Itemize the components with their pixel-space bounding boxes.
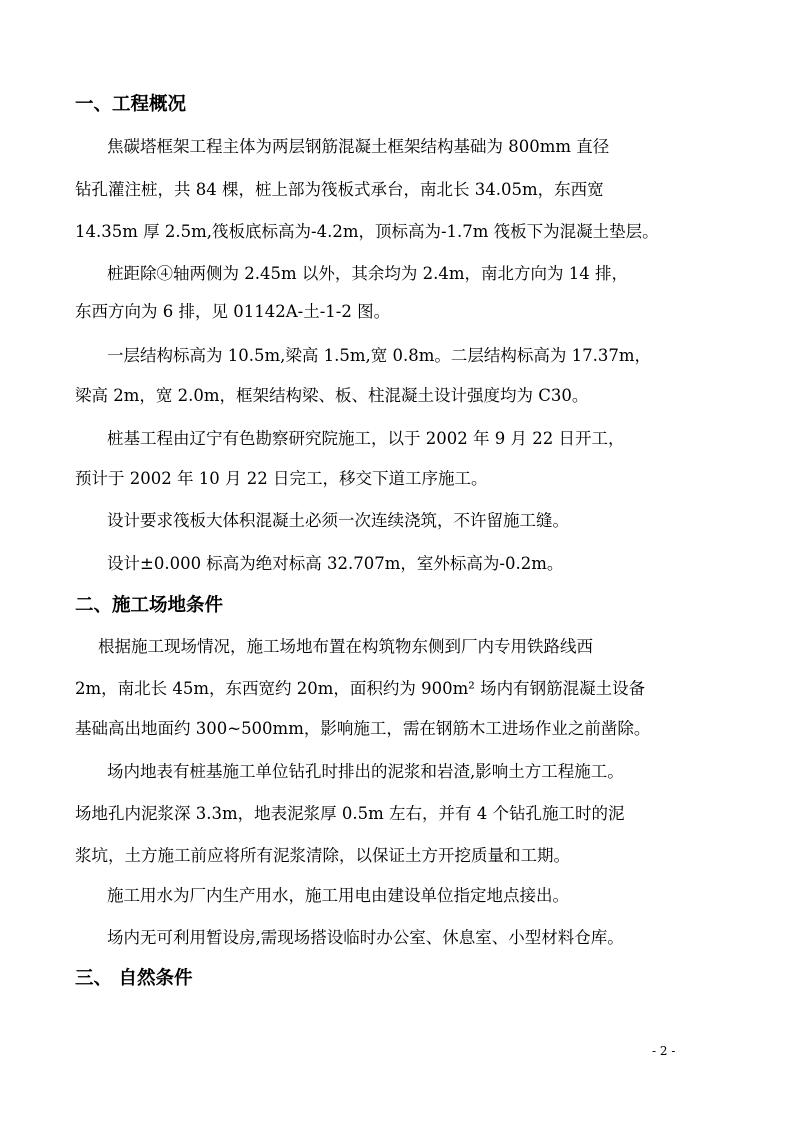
section-1-line-5: 东西方向为 6 排，见 01142A-土-1-2 图。 (75, 302, 391, 321)
section-1-line-2: 钻孔灌注桩，共 84 棵，桩上部为筏板式承台，南北长 34.05m，东西宽 (75, 180, 604, 199)
section-2-line-3: 基础高出地面约 300~500mm，影响施工，需在钢筋木工进场作业之前凿除。 (75, 719, 651, 738)
section-1-line-7: 梁高 2m，宽 2.0m，框架结构梁、板、柱混凝土设计强度均为 C30。 (75, 386, 589, 405)
section-1-line-9: 预计于 2002 年 10 月 22 日完工，移交下道工序施工。 (75, 469, 488, 488)
section-2-line-6: 浆坑，土方施工前应将所有泥浆清除，以保证土方开挖质量和工期。 (75, 846, 570, 865)
section-2-line-1: 根据施工现场情况，施工场地布置在构筑物东侧到厂内专用铁路线西 (98, 637, 593, 656)
page-number: - 2 - (652, 1044, 676, 1058)
section-1-line-6: 一层结构标高为 10.5m,梁高 1.5m,宽 0.8m。二层结构标高为 17.37m， (107, 346, 652, 365)
section-1-heading: 一、工程概况 (75, 94, 187, 115)
section-2-heading: 二、施工场地条件 (75, 595, 224, 616)
section-2-line-2: 2m，南北长 45m，东西宽约 20m，面积约为 900m² 场内有钢筋混凝土设备 (75, 679, 646, 698)
section-2-line-8: 场内无可利用暂设房,需现场搭设临时办公室、休息室、小型材料仓库。 (107, 928, 624, 947)
section-2-line-4: 场内地表有桩基施工单位钻孔时排出的泥浆和岩渣,影响土方工程施工。 (107, 762, 624, 781)
section-2-line-7: 施工用水为厂内生产用水，施工用电由建设单位指定地点接出。 (107, 886, 569, 905)
section-1-line-8: 桩基工程由辽宁有色勘察研究院施工，以于 2002 年 9 月 22 日开工， (107, 429, 625, 448)
section-3-heading: 三、 自然条件 (75, 968, 193, 989)
section-1-line-4: 桩距除④轴两侧为 2.45m 以外，其余均为 2.4m，南北方向为 14 排， (107, 264, 628, 283)
section-1-line-3: 14.35m 厚 2.5m,筏板底标高为-4.2m，顶标高为-1.7m 筏板下为混凝土垫层。 (75, 222, 659, 241)
section-1-line-10: 设计要求筏板大体积混凝土必须一次连续浇筑，不许留施工缝。 (107, 511, 569, 530)
section-1-line-11: 设计±0.000 标高为绝对标高 32.707m，室外标高为-0.2m。 (107, 554, 564, 573)
section-1-line-1: 焦碳塔框架工程主体为两层钢筋混凝土框架结构基础为 800mm 直径 (107, 137, 610, 156)
section-2-line-5: 场地孔内泥浆深 3.3m，地表泥浆厚 0.5m 左右，并有 4 个钻孔施工时的泥 (75, 804, 625, 823)
